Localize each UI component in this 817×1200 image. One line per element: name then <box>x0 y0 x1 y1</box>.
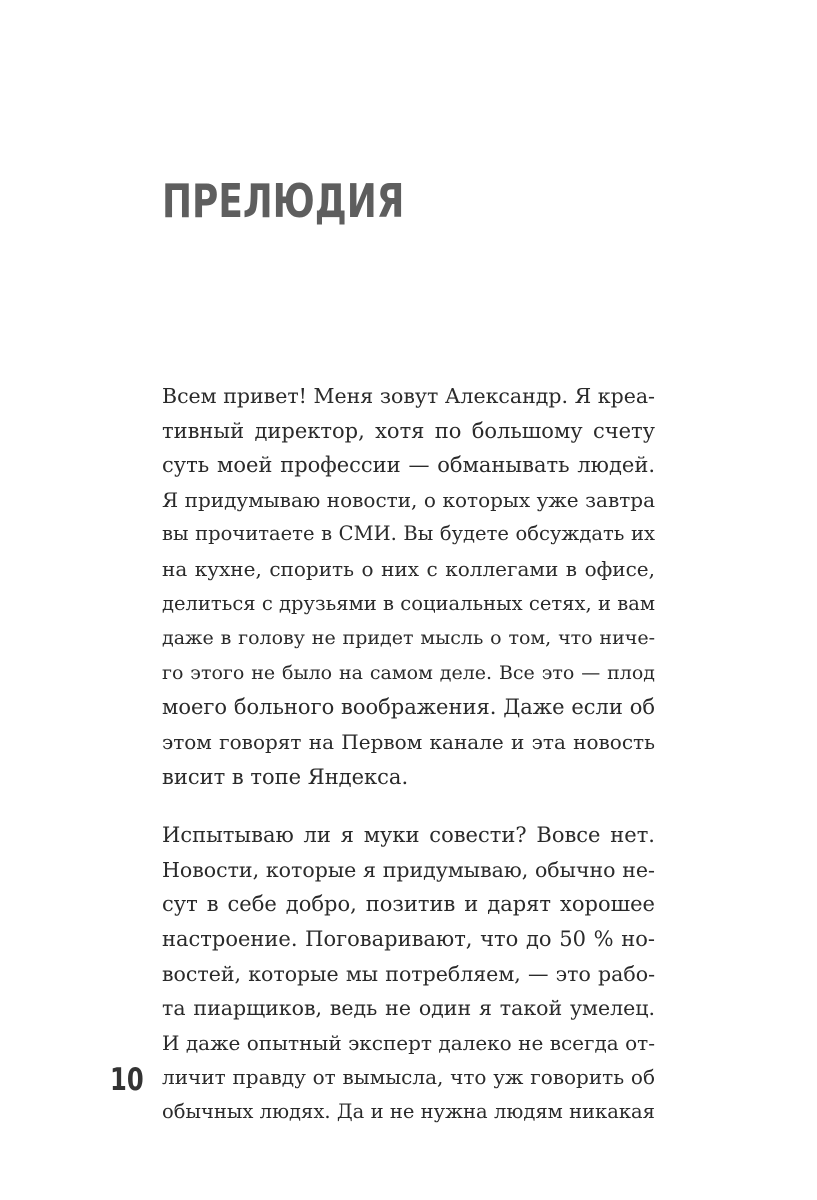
text-line: та пиарщиков, ведь не один я такой умелец. <box>162 996 655 1021</box>
text-line: И даже опытный эксперт далеко не всегда от- <box>162 1030 655 1055</box>
text-line: тивный директор, хотя по большому счету <box>162 418 655 443</box>
text-line: обычных людях. Да и не нужна людям никакая <box>162 1099 655 1123</box>
paragraph-1 <box>162 379 655 794</box>
text-line: висит в топе Яндекса. <box>162 764 409 789</box>
paragraph-2 <box>162 818 655 1129</box>
page-number: 10 <box>110 1062 144 1098</box>
text-line: Испытываю ли я муки совести? Вовсе нет. <box>162 823 655 848</box>
text-line: моего больного воображения. Даже если об <box>162 695 655 720</box>
text-line: делиться с друзьями в социальных сетях, и вам <box>162 591 655 615</box>
text-line: востей, которые мы потребляем, — это рабо- <box>162 961 655 986</box>
text-line: Я придумываю новости, о которых уже завтра <box>162 487 655 512</box>
text-line: на кухне, спорить о них с коллегами в офисе, <box>162 556 655 581</box>
text-line: этом говорят на Первом канале и эта новость <box>162 729 655 754</box>
chapter-title: ПРЕЛЮДИЯ <box>162 174 405 228</box>
text-line: вы прочитаете в СМИ. Вы будете обсуждать их <box>162 522 655 546</box>
text-line: даже в голову не придет мысль о том, что ниче- <box>162 627 655 650</box>
text-line: личит правду от вымысла, что уж говорить об <box>162 1065 655 1090</box>
text-line: го этого не было на самом деле. Все это — плод <box>162 661 655 684</box>
text-line: Новости, которые я придумываю, обычно не- <box>162 857 655 882</box>
text-line: настроение. Поговаривают, что до 50 % но- <box>162 926 655 951</box>
body-text <box>162 379 655 1129</box>
text-line: суть моей профессии — обманывать людей. <box>162 453 655 478</box>
text-line: сут в себе добро, позитив и дарят хорошее <box>162 892 655 917</box>
paragraph-spacer <box>162 794 655 818</box>
text-line: Всем привет! Меня зовут Александр. Я креа- <box>162 384 655 408</box>
